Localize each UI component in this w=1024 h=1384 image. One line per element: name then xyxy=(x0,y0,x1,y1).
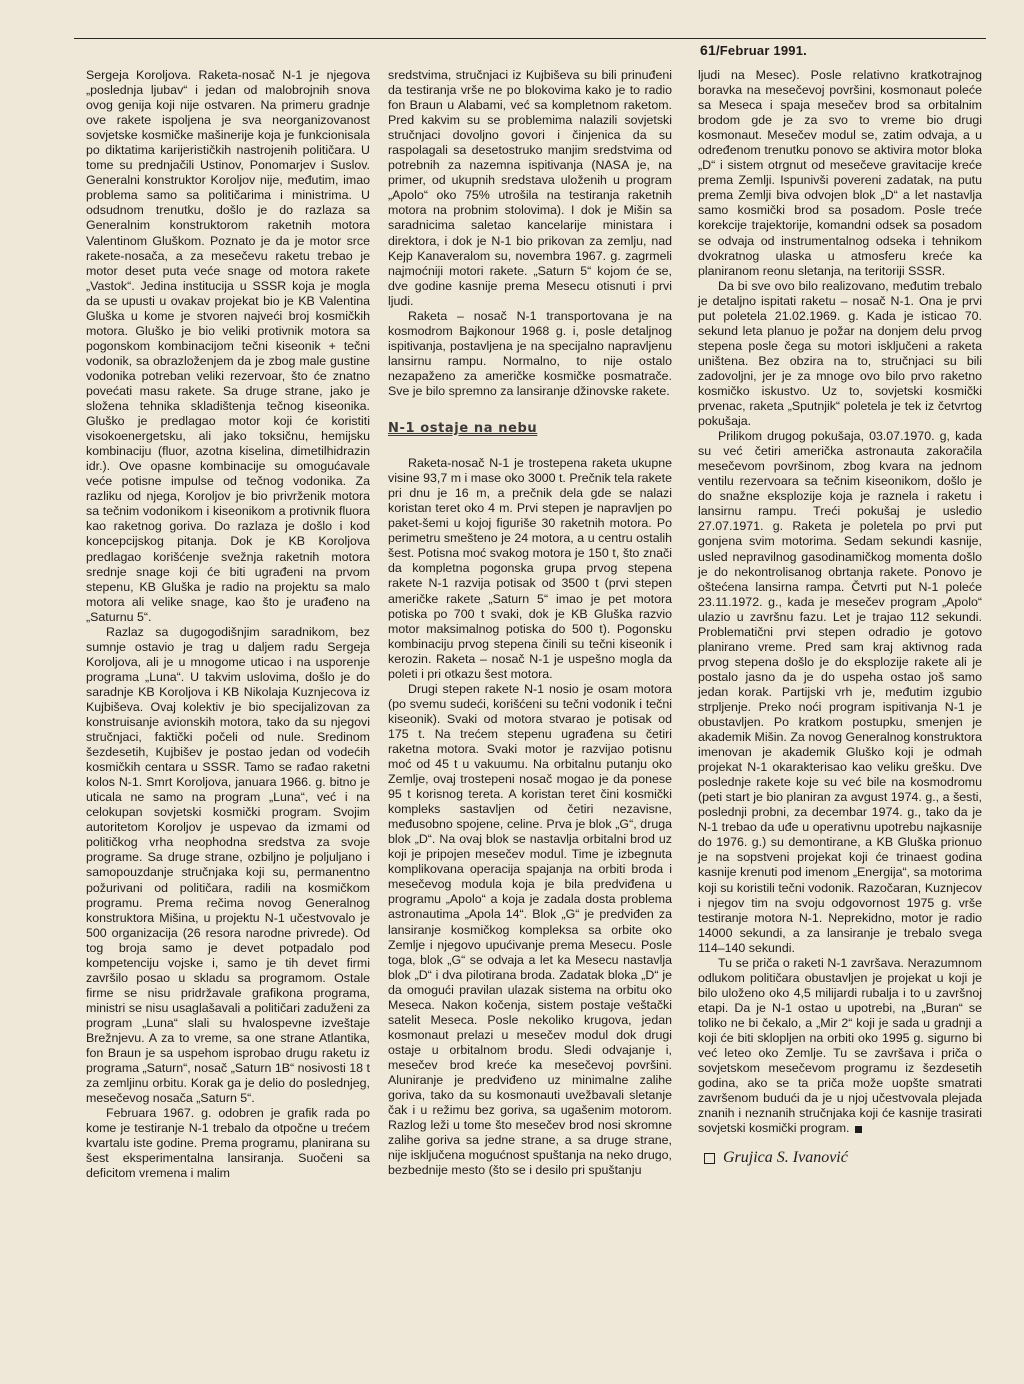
end-of-article-mark xyxy=(855,1126,862,1133)
paragraph: Da bi sve ovo bilo realizovano, međutim trebalo je detaljno ispitati raketu – nosač N-1. Ona je prvi put poletela 21.02.1969. g. Kada je isticao 70. sekund leta planuo je požar na donjem delu prvog stepena posle čega su motori isključeni a raketa uništena. Bez obzira na to, stručnjaci su bili zadovoljni, jer je za mnoge ovo bilo prvo raketno kosmičko iskustvo. Uz to, sovjetski kosmički prvenac, raketa „Sputnjik“ poletela je tek iz četvrtog pokušaja. xyxy=(698,278,982,429)
column-1 xyxy=(86,68,370,1181)
page-number: 61 xyxy=(700,42,716,58)
header-rule xyxy=(74,38,986,39)
paragraph: Raketa-nosač N-1 je trostepena raketa ukupne visine 93,7 m i mase oko 3000 t. Prečnik tela rakete pri dnu je 16 m, a prečnik dela gde se nalazi koristan teret oko 4 m. Prvi stepen je napravljen po paket-šemi u kojoj figuriše 30 raketnih motora. Po perimetru smešteno je 24 motora, a u centru ostalih šest. Potisna moć svakog motora je 150 t, što znači da kompletna pogonska grupa prvog stepena rakete N-1 razvija potisak od 3500 t (prvi stepen američke rakete „Saturn 5“ imao je pet motora potiska po 700 t svaki, dok je KB Gluška razvio motor maksimalnog potiska do 500 t). Pogonsku kombinaciju prvog stepena činili su tečni kiseonik i kerozin. Raketa – nosač N-1 je uspešno mogla da poleti i pri otkazu šest motora. xyxy=(388,456,672,681)
paragraph-last xyxy=(698,956,982,1137)
paragraph: Razlaz sa dugogodišnjim saradnikom, bez sumnje ostavio je trag u daljem radu Sergeja Koroljova, ali je u mnogome uticao i na usporenje programa „Luna“. U takvim uslovima, došlo je do saradnje KB Koroljova i KB Nikolaja Kuznjecova iz Kujbiševa. Ovaj kolektiv je bio specijalizovan za konstruisanje avionskih motora, tako da su njegovi stručnjaci, faktički počeli od nule. Sredinom šezdesetih, Kujbišev je postao jedan od vodećih kosmičkih centara u SSSR. Tamo se rađao raketni kolos N-1. Smrt Koroljova, januara 1966. g. bitno je uticala ne samo na program „Luna“, već i na celokupan sovjetski kosmički program. Svojim autoritetom Koroljov je uspevao da izmami od političkog vrha neophodna sredstva za svoje programe. Sa druge strane, ozbiljno je poljuljano i samopouzdanje stručnjaka koji su, permanentno požurivani od političara, radili na kosmičkom programu. Prema rečima novog Generalnog konstruktora Mišina, u projektu N-1 učestvovalo je 500 organizacija (26 resora narodne privrede). Od tog broja samo je devet potpadalo pod kompetenciju vojske i, samo je tih devet firmi završilo posao u skladu sa programom. Ostale firme se nisu pridržavale grafikona programa, ministri se nisu usaglašavali a političari zaduženi za program „Luna“ slali su hvalospevne izveštaje Brežnjevu. A za to vreme, sa one strane Atlantika, fon Braun je sa uspehom isprobao drugu raketu iz programa „Saturn“, nosač „Saturn 1B“ nosivosti 18 t za zemljinu orbitu. Korak ga je delio do poslednjeg, mesečevog nosača „Saturn 5“. xyxy=(86,624,370,1106)
paragraph: sredstvima, stručnjaci iz Kujbiševa su bili prinuđeni da testiranja vrše ne po blokovima kako je to radio fon Braun u Alabami, već sa kompletnom raketom. Pred kakvim su se problemima nalazili sovjetski stručnjaci dovoljno govori i činjenica da su raspolagali sa desetostruko manjim sredstvima od potrebnih za nazemna ispitivanja (NASA je, na primer, od ukupnih sredstava uloženih u program „Apolo“ oko 75% utrošila na testiranja raketnih motora na probnim stolovima). I dok je Mišin sa saradnicima saletao kancelarije ministara i direktora, i dok je N-1 bio prikovan za zemlju, nad Kejp Kanaveralom su, novembra 1967. g. zagrmeli najmoćniji motori rakete. „Saturn 5“ kojom će se, dve godine kasnije prema Mesecu otisnuti i prvi ljudi. xyxy=(388,68,672,308)
issue-date: /Februar 1991. xyxy=(715,43,807,58)
author-name: Grujica S. Ivanović xyxy=(723,1149,848,1167)
author-byline xyxy=(698,1150,982,1165)
paragraph: Drugi stepen rakete N-1 nosio je osam motora (po svemu sudeći, korišćeni su tečni vodonik i tečni kiseonik). Svaki od motora stvarao je potisak od 175 t. Na trećem stepenu ugrađena su četiri raketna motora. Svaki motor je razvijao potisnu moć od 45 t u vakuumu. Na orbitalnu putanju oko Zemlje, ovaj trostepeni nosač mogao je da ponese 95 t korisnog tereta. A koristan teret čini kosmički kompleks sastavljen od četiri nezavisne, međusobno spojene, celine. Prva je blok „G“, druga blok „D“. Na ovaj blok se nastavlja orbitalni brod uz koji je pripojen mesečev modul. Time je izbegnuta komplikovana operacija spajanja na orbiti broda i mesečevog modula koja je bila predviđena u programu „Apolo“ a koja je zadala dosta problema astronautima „Apola 14“. Blok „G“ je predviđen za lansiranje kosmičkog kompleksa sa orbite oko Zemlje i njegovo upućivanje prema Mesecu. Posle toga, blok „G“ se odvaja a let ka Mesecu nastavlja blok „D“ i dva pilotirana broda. Zadatak bloka „D“ je da omogući pravilan ulazak sistema na orbitu oko Meseca. Nakon kočenja, sistem postaje veštački satelit Meseca. Posle nekoliko krugova, jedan kosmonaut prelazi u mesečev modul dok drugi ostaje u orbitalnom brodu. Sledi odvajanje i, mesečev brod kreće ka mesečevoj površini. Aluniranje je predviđeno uz minimalne zalihe goriva, tako da su kosmonauti uvežbavali sletanje čak i u režimu bez goriva, sa ugašenim motorom. Razlog leži u tome što mesečev brod nosi skromne zalihe goriva sa jedne strane, a sa druge strane, nije isključena mogućnost spuštanja na neko drugo, bezbednije mesto (što se i desilo pri spuštanju xyxy=(388,681,672,1178)
paragraph: Februara 1967. g. odobren je grafik rada po kome je testiranje N-1 trebalo da otpočne u trećem kvartalu iste godine. Prema programu, planirana su šest eksperimentalna lansiranja. Suočeni sa deficitom vremena i malim xyxy=(86,1106,370,1181)
page-folio xyxy=(700,42,807,58)
paragraph: Sergeja Koroljova. Raketa-nosač N-1 je njegova „poslednja ljubav“ i jedan od malobrojnih snova ovog genija koji nije ostvaren. Na primeru gradnje ove rakete ispoljena je sva neorganizovanost sovjetske kosmičke mašinerije koja je funkcionisala po diktatima karijerističkih nastrojenih političara. U tome su prednjačili Ustinov, Ponomarjev i Suslov. Generalni konstruktor Koroljov nije, međutim, imao problema samo sa političarima i ministrima. U odsudnom trenutku, došlo je do razlaza sa Generalnim konstruktorom raketnih motora Valentinom Gluškom. Poznato je da je motor srce rakete-nosača, a za mesečevu raketu trebao je motor deset puta veće snage od motora rakete „Vastok“. Jedina institucija u SSSR koja je mogla da se upusti u ovakav projekat bio je KB Valentina Gluška u kome je stvoren najveći broj kosmičkih motora. Gluško je bio veliki protivnik motora sa pogonskom kombinacijom tečni kiseonik + tečni vodonik, sa obrazloženjem da je zbog male gustine vodonika potreban veliki rezervoar, što će znatno povećati masu rakete. Sa druge strane, jako je složena tehnika skladištenja tečnog kiseonika. Gluško je predlagao motor koji će koristiti visokoenergetsku, ali jako toksičnu, hemijsku kombinaciju (fluor, azotna kiselina, dimetilhidrazin idr.). Ove opasne kombinacije su omogućavale veće potisne impulse od tečnog vodonika. Za razliku od njega, Koroljov je bio privrženik motora sa tečnim vodonikom i kiseonikom a protivnik fluora kao raketnog goriva. Do razlaza je došlo i kod koncepcijskog pitanja. Dok je KB Koroljova predlagao korišćenje svežnja raketnih motora srednje snage koji će biti ugrađeni na prvom stepenu, KB Gluška je radio na projektu sa malo motora ali velike snage, kao što je urađeno na „Saturnu 5“. xyxy=(86,68,370,624)
paragraph: ljudi na Mesec). Posle relativno kratkotrajnog boravka na mesečevoj površini, kosmonaut poleće sa Meseca i spaja mesečev brod sa orbitalnim brodom gde je za svo to vreme bio drugi kosmonaut. Mesečev modul se, zatim odvaja, a u određenom trenutku ponovo se aktivira motor bloka „D“ i sistem otrgnut od mesečeve gravitacije kreće prema Zemlji. Ispunivši povereni zadatak, na putu prema Zemlji biva odvojen blok „D“ a let nastavlja samo kosmički brod sa posadom. Posle treće korekcije trajektorije, komandni odsek sa posadom se odvaja od instrumentalnog odseka i tehnikom dvokratnog ulaska u atmosferu kreće ka planiranom reonu sletanja, na teritoriji SSSR. xyxy=(698,68,982,278)
paragraph: Raketa – nosač N-1 transportovana je na kosmodrom Bajkonour 1968 g. i, posle detaljnog ispitivanja, postavljena je na specijalno napravljenu lansirnu rampu. Normalno, to nije ostalo nezapaženo za američke kosmičke posmatrače. Sve je bilo spremno za lansiranje džinovske rakete. xyxy=(388,308,672,398)
column-2 xyxy=(388,68,672,1178)
paragraph-text: Tu se priča o raketi N-1 završava. Nerazumnom odlukom političara obustavljen je projekat u koji je bilo uloženo oko 4,5 milijardi rubalja i to u završnoj etapi. Da je N-1 ostao u upotrebi, na „Buran“ se toliko ne bi čekalo, a „Mir 2“ koji je sada u gradnji a koji će biti sklopljen na orbiti oko 1995 g. sigurno bi već leteo oko Zemlje. Tu se završava i priča o sovjetskom mesečevom programu iz šezdesetih godina, ako se ta priča može uopšte smatrati završenom budući da je u njoj učestvovala plejada znanih i neznanih stručnjaka koji će kasnije trasirati sovjetski kosmički program. xyxy=(698,955,982,1136)
section-subheading: N-1 ostaje na nebu xyxy=(388,421,538,437)
column-3 xyxy=(698,68,982,1165)
byline-square-icon xyxy=(704,1153,715,1164)
paragraph: Prilikom drugog pokušaja, 03.07.1970. g, kada su već četiri američka astronauta zakoračila mesečevom površinom, zbog kvara na jednom ventilu rezervoara sa tečnim kiseonikom, došlo je do snažne eksplozije koja je raznela i raketu i lansirnu rampu. Treći pokušaj je usledio 27.07.1971. g. Raketa je poletela po prvi put gonjena svim motorima. Sedam sekundi kasnije, usled nepravilnog gasodinamičkog momenta došlo je do nekontrolisanog obrtanja rakete. Ponovo je oštećena lansirna rampa. Četvrti put N-1 poleće 23.11.1972. g., kada je mesečev program „Apolo“ ulazio u završnu fazu. Let je trajao 112 sekundi. Problematični prvi stepen odradio je gotovo planirano vreme. Pred sam kraj aktivnog rada prvog stepena došlo je do eksplozije rakete ali je postalo jasno da je do uspeha ostao još samo jedan korak. Partijski vrh je, međutim izgubio strpljenje. Preko noći program ispitivanja N-1 je obustavljen. Po kratkom postupku, smenjen je akademik Mišin. Za novog Generalnog konstruktora imenovan je akademik Gluško koji je odmah projekat N-1 okarakterisao kao veliku grešku. Dve poslednje rakete koje su već bile na kosmodromu (peti start je bio planiran za avgust 1974. g., a šesti, poslednji probni, za decembar 1974. g., tako da je N-1 trebao da uđe u operativnu upotrebu najkasnije do 1976. g.) su demontirane, a KB Gluška prionuo je na sopstveni projekat koji će trinaest godina kasnije krenuti pod imenom „Energija“, sa motorima koji su koristili tečni vodonik. Razočaran, Kuznjecov i njegov tim na svoju odgovornost 1975 g. vrše testiranje motora N-1. Neprekidno, motor je radio 14000 sekundi, a za lansiranje je trebalo svega 114–140 sekundi. xyxy=(698,429,982,955)
